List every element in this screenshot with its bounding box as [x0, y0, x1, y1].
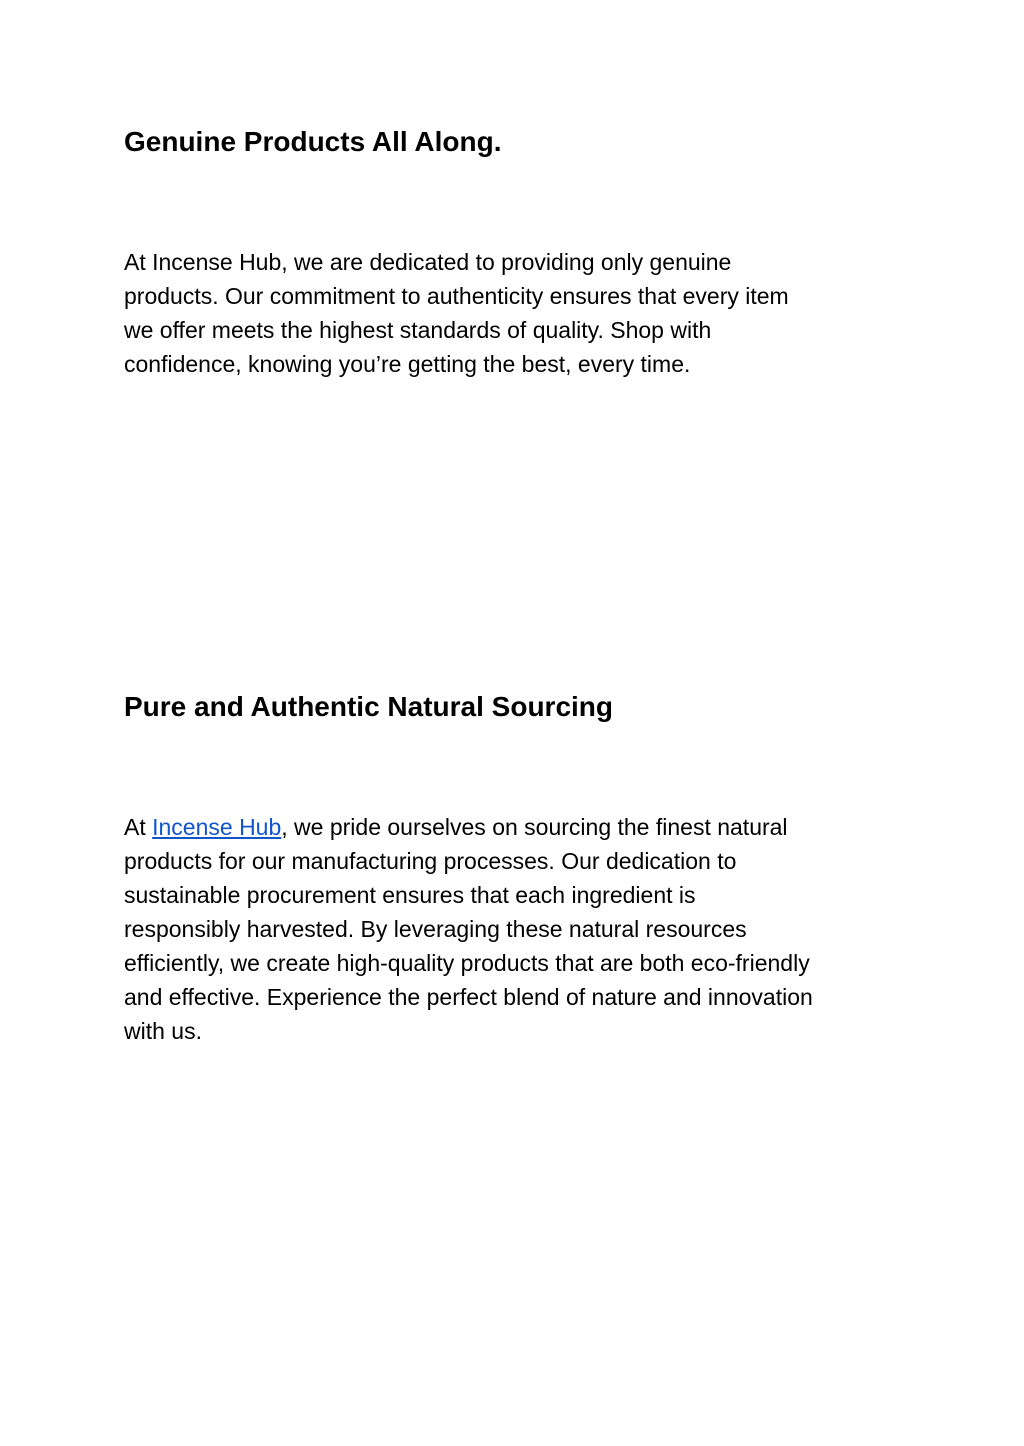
- line-prefix-text: At: [124, 814, 153, 840]
- paragraph-line: with us.: [124, 1018, 202, 1044]
- paragraph-line: efficiently, we create high-quality products that are both eco-friendly: [124, 950, 810, 976]
- section-heading-natural-sourcing: Pure and Authentic Natural Sourcing: [124, 691, 614, 722]
- section-heading-genuine-products: Genuine Products All Along.: [124, 126, 502, 157]
- paragraph-line: sustainable procurement ensures that each ingredient is: [124, 882, 696, 908]
- paragraph-line: [124, 810, 914, 844]
- section-paragraph-natural-sourcing: [124, 810, 914, 1048]
- paragraph-line: and effective. Experience the perfect blend of nature and innovation: [124, 984, 813, 1010]
- paragraph-line: we offer meets the highest standards of quality. Shop with: [124, 317, 712, 343]
- paragraph-line: confidence, knowing you’re getting the best, every time.: [124, 351, 691, 377]
- paragraph-line: products for our manufacturing processes. Our dedication to: [124, 848, 737, 874]
- incense-hub-link[interactable]: Incense Hub: [152, 814, 282, 840]
- paragraph-line: products. Our commitment to authenticity ensures that every item: [124, 283, 789, 309]
- paragraph-line: responsibly harvested. By leveraging these natural resources: [124, 916, 747, 942]
- line-suffix-text: , we pride ourselves on sourcing the finest natural: [281, 814, 788, 840]
- paragraph-line: At Incense Hub, we are dedicated to providing only genuine: [124, 249, 732, 275]
- section-paragraph-genuine-products: [124, 245, 914, 381]
